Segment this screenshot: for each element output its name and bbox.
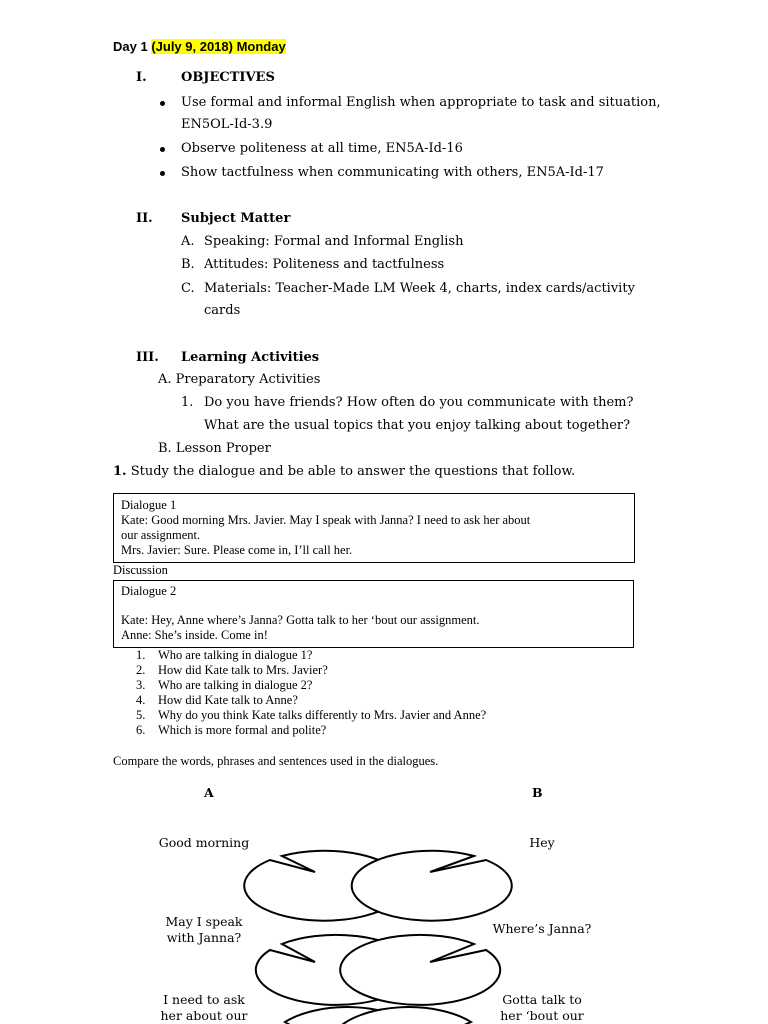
bubble-a-line: May I speak xyxy=(165,914,243,929)
question-number: 4. xyxy=(136,693,146,707)
prep-question-line: Do you have friends? How often do you communicate with them? xyxy=(204,395,634,410)
question-number: 1. xyxy=(136,648,146,662)
question-text: How did Kate talk to Anne? xyxy=(158,693,298,707)
bubble-b-line: her ‘bout our xyxy=(500,1008,584,1023)
section-numeral-2: II. xyxy=(136,211,153,226)
objective-item: Observe politeness at all time, EN5A-Id-16 xyxy=(181,141,463,156)
bubble-b-text xyxy=(462,992,622,1024)
dialogue-1-title: Dialogue 1 xyxy=(121,498,177,512)
question-text: Who are talking in dialogue 2? xyxy=(158,678,313,692)
compare-instruction: Compare the words, phrases and sentences used in the dialogues. xyxy=(113,754,439,768)
subject-item: Attitudes: Politeness and tactfulness xyxy=(204,257,445,272)
column-b-header: B xyxy=(532,785,543,800)
column-a-header: A xyxy=(204,785,214,800)
study-number: 1. xyxy=(113,464,127,479)
bubble-a-line: her about our xyxy=(160,1008,248,1023)
bubble-a-line: I need to ask xyxy=(163,992,245,1007)
question-text: Why do you think Kate talks differently to Mrs. Javier and Anne? xyxy=(158,708,487,722)
subject-matter-heading: Subject Matter xyxy=(181,211,291,226)
subject-item-cont: cards xyxy=(204,303,241,318)
bubble-b-line: Hey xyxy=(529,835,555,850)
study-text: Study the dialogue and be able to answer the questions that follow. xyxy=(126,464,576,479)
bubble-b-line: Gotta talk to xyxy=(502,992,582,1007)
objective-item: Use formal and informal English when appropriate to task and situation, xyxy=(181,95,661,110)
subject-letter: C. xyxy=(181,281,195,296)
question-number: 1. xyxy=(181,395,194,410)
subject-letter: A. xyxy=(181,234,195,249)
bubble-a-text xyxy=(124,914,284,946)
question-text: How did Kate talk to Mrs. Javier? xyxy=(158,663,328,677)
bubble-a-line: with Janna? xyxy=(166,930,242,945)
question-text: Which is more formal and polite? xyxy=(158,723,327,737)
section-numeral-3: III. xyxy=(136,350,159,365)
date-highlight: (July 9, 2018) Monday xyxy=(151,39,286,54)
dialogue-1-line: Kate: Good morning Mrs. Javier. May I speak with Janna? I need to ask her about xyxy=(121,513,531,527)
question-number: 2. xyxy=(136,663,146,677)
discussion-label: Discussion xyxy=(113,563,168,577)
objectives-heading: OBJECTIVES xyxy=(181,70,275,85)
question-number: 6. xyxy=(136,723,146,737)
bubble-a-text xyxy=(124,992,284,1024)
dialogue-2-line: Anne: She’s inside. Come in! xyxy=(121,628,268,642)
lesson-proper-heading: B. Lesson Proper xyxy=(158,441,271,456)
question-number: 3. xyxy=(136,678,146,692)
objective-item: Show tactfulness when communicating with others, EN5A-Id-17 xyxy=(181,165,604,180)
bubble-b-line: Where’s Janna? xyxy=(492,921,592,936)
dialogue-1-line: our assignment. xyxy=(121,528,201,542)
bubble-a-line: Good morning xyxy=(158,835,250,850)
subject-item: Speaking: Formal and Informal English xyxy=(204,234,464,249)
subject-item: Materials: Teacher-Made LM Week 4, charts, index cards/activity xyxy=(204,281,635,296)
learning-heading: Learning Activities xyxy=(181,350,320,365)
bubble-a-text xyxy=(124,835,284,851)
speech-bubble-b-1 xyxy=(352,851,512,921)
day-label: Day 1 xyxy=(113,39,152,54)
subject-letter: B. xyxy=(181,257,195,272)
question-text: Who are talking in dialogue 1? xyxy=(158,648,313,662)
bubble-b-text xyxy=(462,921,622,937)
prep-question-line: What are the usual topics that you enjoy talking about together? xyxy=(204,418,631,433)
preparatory-heading: A. Preparatory Activities xyxy=(158,372,321,387)
objective-item-cont: EN5OL-Id-3.9 xyxy=(181,117,273,132)
dialogue-2-line: Kate: Hey, Anne where’s Janna? Gotta talk to her ‘bout our assignment. xyxy=(121,613,480,627)
question-number: 5. xyxy=(136,708,146,722)
dialogue-1-line: Mrs. Javier: Sure. Please come in, I’ll call her. xyxy=(121,543,353,557)
bubble-b-text xyxy=(462,835,622,851)
dialogue-2-title: Dialogue 2 xyxy=(121,584,177,598)
section-numeral-1: I. xyxy=(136,70,147,85)
